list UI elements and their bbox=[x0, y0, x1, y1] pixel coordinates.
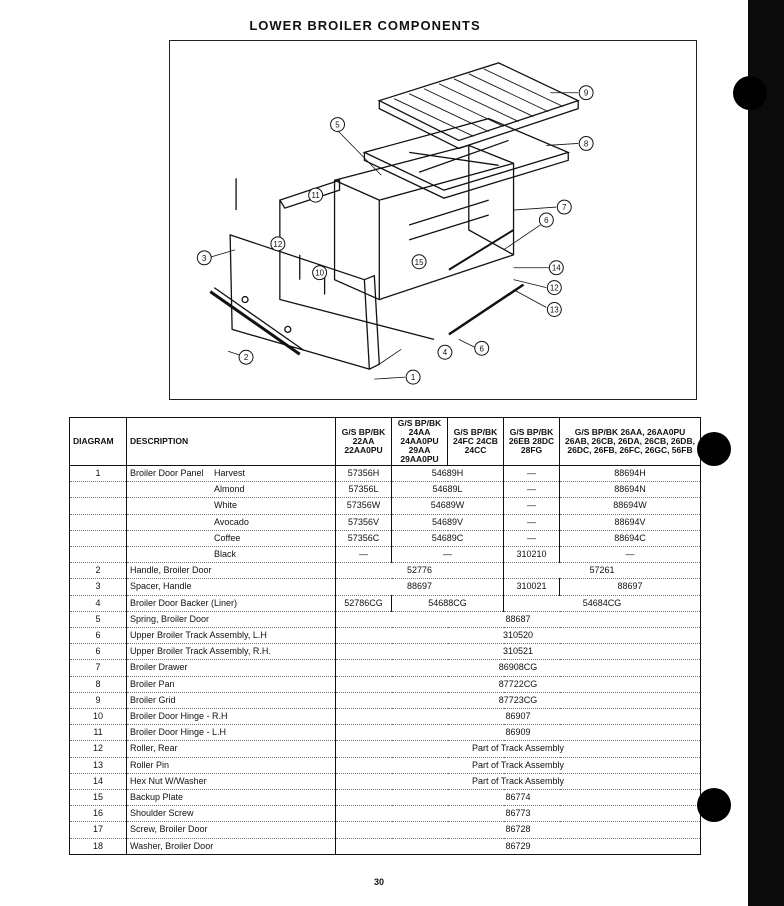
svg-text:3: 3 bbox=[202, 253, 207, 263]
header-description: DESCRIPTION bbox=[127, 418, 336, 466]
page-number: 30 bbox=[374, 877, 385, 887]
svg-text:4: 4 bbox=[442, 348, 448, 358]
cell-diagram: 3 bbox=[70, 579, 127, 595]
cell-description: Spring, Broiler Door bbox=[127, 611, 336, 627]
cell-all-models: 86729 bbox=[336, 838, 701, 854]
table-row bbox=[70, 595, 701, 611]
punch-hole bbox=[733, 76, 767, 110]
cell-description: Roller, Rear bbox=[127, 741, 336, 757]
cell-group-a: 52776 bbox=[336, 563, 504, 579]
cell-description: Shoulder Screw bbox=[127, 806, 336, 822]
cell-col23: 54689H bbox=[392, 466, 504, 482]
cell-diagram: 11 bbox=[70, 725, 127, 741]
desc-text: Broiler Door Panel bbox=[130, 468, 204, 478]
table-row bbox=[70, 514, 701, 530]
callout-6b bbox=[475, 341, 489, 355]
cell-diagram: 13 bbox=[70, 757, 127, 773]
cell-description: Spacer, Handle bbox=[127, 579, 336, 595]
cell-col4: — bbox=[504, 514, 560, 530]
callout-8 bbox=[579, 136, 593, 150]
cell-diagram bbox=[70, 482, 127, 498]
svg-text:1: 1 bbox=[410, 373, 416, 383]
callout-5 bbox=[331, 118, 345, 132]
cell-all-models: 87723CG bbox=[336, 692, 701, 708]
table-row bbox=[70, 547, 701, 563]
color-text: Almond bbox=[214, 484, 245, 495]
table-row bbox=[70, 466, 701, 482]
svg-text:7: 7 bbox=[562, 203, 567, 213]
cell-diagram bbox=[70, 514, 127, 530]
cell-col1: — bbox=[336, 547, 392, 563]
callout-12b bbox=[547, 281, 561, 295]
cell-diagram: 2 bbox=[70, 563, 127, 579]
cell-all-models: Part of Track Assembly bbox=[336, 757, 701, 773]
cell-col23: 54689W bbox=[392, 498, 504, 514]
cell-col23: 54689C bbox=[392, 530, 504, 546]
header-diagram: DIAGRAM bbox=[70, 418, 127, 466]
cell-col5: 88694N bbox=[560, 482, 701, 498]
svg-text:8: 8 bbox=[583, 139, 589, 149]
table-row bbox=[70, 709, 701, 725]
table-row bbox=[70, 579, 701, 595]
table-row bbox=[70, 822, 701, 838]
table-row bbox=[70, 482, 701, 498]
broiler-exploded-drawing bbox=[170, 41, 696, 399]
svg-text:6: 6 bbox=[479, 344, 484, 354]
color-text: Coffee bbox=[214, 532, 241, 543]
cell-description bbox=[127, 514, 336, 530]
cell-col5: 88694C bbox=[560, 530, 701, 546]
table-row bbox=[70, 498, 701, 514]
svg-text:14: 14 bbox=[551, 263, 561, 273]
cell-all-models: 86773 bbox=[336, 806, 701, 822]
cell-description bbox=[127, 498, 336, 514]
svg-text:2: 2 bbox=[243, 353, 249, 363]
cell-description: Broiler Drawer bbox=[127, 660, 336, 676]
cell-diagram: 18 bbox=[70, 838, 127, 854]
cell-diagram bbox=[70, 547, 127, 563]
svg-text:10: 10 bbox=[315, 268, 325, 278]
cell-diagram: 15 bbox=[70, 790, 127, 806]
cell-group-a: 88697 bbox=[336, 579, 504, 595]
cell-description: Broiler Door Hinge - L.H bbox=[127, 725, 336, 741]
table-row bbox=[70, 692, 701, 708]
cell-col4: — bbox=[504, 482, 560, 498]
exploded-diagram bbox=[169, 40, 697, 400]
table-row bbox=[70, 790, 701, 806]
cell-description: Handle, Broiler Door bbox=[127, 563, 336, 579]
callout-13 bbox=[547, 303, 561, 317]
cell-description: Washer, Broiler Door bbox=[127, 838, 336, 854]
cell-description: Broiler Grid bbox=[127, 692, 336, 708]
color-text: White bbox=[214, 500, 238, 511]
cell-col4: — bbox=[504, 498, 560, 514]
cell-all-models: 86774 bbox=[336, 790, 701, 806]
cell-col4: — bbox=[504, 466, 560, 482]
cell-all-models: 86728 bbox=[336, 822, 701, 838]
svg-text:13: 13 bbox=[549, 305, 559, 315]
cell-description bbox=[127, 547, 336, 563]
cell-description: Hex Nut W/Washer bbox=[127, 773, 336, 789]
punch-hole bbox=[697, 788, 731, 822]
cell-col1: 52786CG bbox=[336, 595, 392, 611]
cell-diagram: 17 bbox=[70, 822, 127, 838]
cell-col1: 57356V bbox=[336, 514, 392, 530]
callout-6 bbox=[539, 213, 553, 227]
cell-all-models: 87722CG bbox=[336, 676, 701, 692]
cell-description bbox=[127, 466, 336, 482]
cell-diagram: 9 bbox=[70, 692, 127, 708]
table-row bbox=[70, 660, 701, 676]
cell-col5: 88697 bbox=[560, 579, 701, 595]
header-col4: G/S BP/BK 26EB 28DC 28FG bbox=[504, 418, 560, 466]
callout-10 bbox=[313, 266, 327, 280]
cell-diagram: 8 bbox=[70, 676, 127, 692]
scan-binding-edge bbox=[748, 0, 784, 906]
callout-9 bbox=[579, 86, 593, 100]
callout-2 bbox=[239, 350, 253, 364]
cell-diagram: 16 bbox=[70, 806, 127, 822]
cell-group-b: 57261 bbox=[504, 563, 701, 579]
table-row bbox=[70, 676, 701, 692]
cell-col5: 88694W bbox=[560, 498, 701, 514]
callout-11 bbox=[309, 188, 323, 202]
svg-text:5: 5 bbox=[335, 120, 340, 130]
cell-group-a: 54688CG bbox=[392, 595, 504, 611]
cell-all-models: 86909 bbox=[336, 725, 701, 741]
cell-col4: 310210 bbox=[504, 547, 560, 563]
callout-4 bbox=[438, 345, 452, 359]
cell-description: Upper Broiler Track Assembly, R.H. bbox=[127, 644, 336, 660]
cell-col23: 54689L bbox=[392, 482, 504, 498]
table-row bbox=[70, 628, 701, 644]
cell-diagram: 6 bbox=[70, 628, 127, 644]
callout-12 bbox=[271, 237, 285, 251]
callout-14 bbox=[549, 261, 563, 275]
table-row bbox=[70, 757, 701, 773]
table-row bbox=[70, 563, 701, 579]
page-title: LOWER BROILER COMPONENTS bbox=[249, 18, 481, 33]
cell-diagram: 1 bbox=[70, 466, 127, 482]
header-col5: G/S BP/BK 26AA, 26AA0PU 26AB, 26CB, 26DA, 26CB, 26DB, 26DC, 26FB, 26FC, 26GC, 56FB bbox=[560, 418, 701, 466]
cell-group-b: 54684CG bbox=[504, 595, 701, 611]
table-row bbox=[70, 741, 701, 757]
table-row bbox=[70, 773, 701, 789]
header-col1: G/S BP/BK 22AA 22AA0PU bbox=[336, 418, 392, 466]
callout-15 bbox=[412, 255, 426, 269]
cell-all-models: Part of Track Assembly bbox=[336, 741, 701, 757]
svg-text:12: 12 bbox=[273, 239, 283, 249]
cell-col5: 88694V bbox=[560, 514, 701, 530]
cell-all-models: 310520 bbox=[336, 628, 701, 644]
svg-text:9: 9 bbox=[583, 88, 589, 98]
cell-diagram bbox=[70, 498, 127, 514]
cell-diagram: 10 bbox=[70, 709, 127, 725]
cell-description: Upper Broiler Track Assembly, L.H bbox=[127, 628, 336, 644]
cell-description: Screw, Broiler Door bbox=[127, 822, 336, 838]
table-row bbox=[70, 838, 701, 854]
callout-7 bbox=[557, 200, 571, 214]
cell-diagram bbox=[70, 530, 127, 546]
svg-text:12: 12 bbox=[549, 283, 559, 293]
cell-description: Broiler Pan bbox=[127, 676, 336, 692]
svg-text:15: 15 bbox=[414, 257, 424, 267]
svg-text:11: 11 bbox=[311, 191, 320, 201]
callout-3 bbox=[197, 251, 211, 265]
cell-col1: 57356L bbox=[336, 482, 392, 498]
svg-text:6: 6 bbox=[544, 215, 549, 225]
table-row bbox=[70, 806, 701, 822]
cell-description bbox=[127, 482, 336, 498]
color-text: Harvest bbox=[214, 468, 246, 478]
cell-col1: 57356H bbox=[336, 466, 392, 482]
color-text: Avocado bbox=[214, 516, 249, 527]
cell-description: Roller Pin bbox=[127, 757, 336, 773]
cell-all-models: 88687 bbox=[336, 611, 701, 627]
table-row bbox=[70, 725, 701, 741]
cell-diagram: 14 bbox=[70, 773, 127, 789]
cell-col5: 88694H bbox=[560, 466, 701, 482]
table-header-row bbox=[70, 418, 701, 466]
cell-description: Backup Plate bbox=[127, 790, 336, 806]
cell-description: Broiler Door Hinge - R.H bbox=[127, 709, 336, 725]
cell-col23: — bbox=[392, 547, 504, 563]
cell-col4: — bbox=[504, 530, 560, 546]
cell-col1: 57356W bbox=[336, 498, 392, 514]
cell-all-models: 310521 bbox=[336, 644, 701, 660]
cell-col1: 57356C bbox=[336, 530, 392, 546]
cell-col23: 54689V bbox=[392, 514, 504, 530]
table-row bbox=[70, 530, 701, 546]
cell-diagram: 12 bbox=[70, 741, 127, 757]
cell-all-models: 86907 bbox=[336, 709, 701, 725]
cell-diagram: 4 bbox=[70, 595, 127, 611]
table-row bbox=[70, 644, 701, 660]
cell-col4: 310021 bbox=[504, 579, 560, 595]
callout-1 bbox=[406, 370, 420, 384]
color-text: Black bbox=[214, 549, 237, 560]
cell-all-models: 86908CG bbox=[336, 660, 701, 676]
cell-diagram: 5 bbox=[70, 611, 127, 627]
table-row bbox=[70, 611, 701, 627]
cell-col5: — bbox=[560, 547, 701, 563]
header-col3: G/S BP/BK 24FC 24CB 24CC bbox=[448, 418, 504, 466]
parts-table bbox=[69, 417, 701, 855]
punch-hole bbox=[697, 432, 731, 466]
cell-description: Broiler Door Backer (Liner) bbox=[127, 595, 336, 611]
cell-diagram: 7 bbox=[70, 660, 127, 676]
header-col2: G/S BP/BK 24AA 24AA0PU 29AA 29AA0PU bbox=[392, 418, 448, 466]
cell-description bbox=[127, 530, 336, 546]
cell-all-models: Part of Track Assembly bbox=[336, 773, 701, 789]
cell-diagram: 6 bbox=[70, 644, 127, 660]
